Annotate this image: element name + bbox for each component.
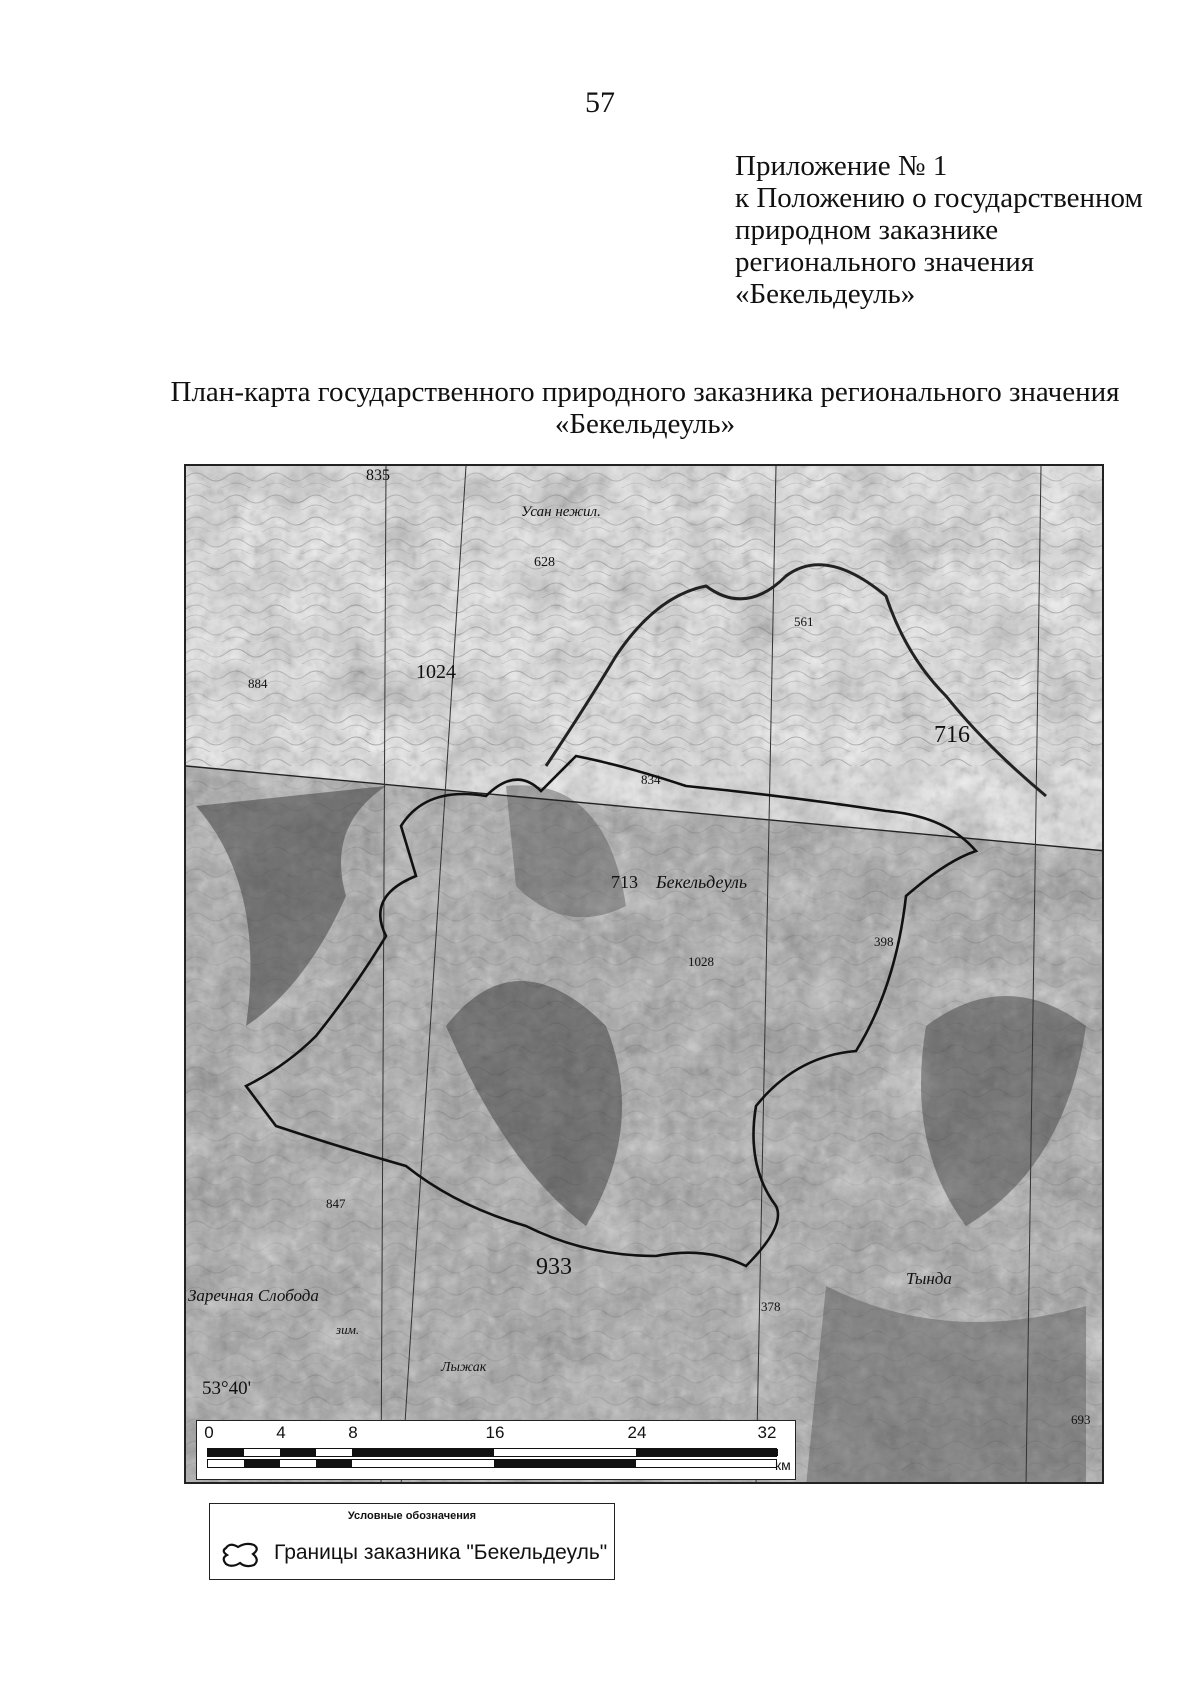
map-label: 834 (641, 772, 661, 787)
legend-boundary-label: Границы заказника "Бекельдеуль" (274, 1541, 608, 1564)
annex-line: «Бекельдеуль» (735, 278, 916, 310)
annex-header (735, 150, 1143, 310)
scale-bar-top (207, 1448, 777, 1457)
scale-tick-label: 8 (348, 1423, 358, 1442)
annex-line: регионального значения (735, 246, 1035, 278)
scale-tick-label: 32 (757, 1423, 777, 1442)
page-number: 57 (585, 86, 615, 119)
legend-title: Условные обозначения (347, 1510, 477, 1522)
map-label: 884 (248, 676, 268, 691)
scale-unit: км (775, 1457, 791, 1473)
map-label: 628 (534, 555, 555, 570)
document-title (150, 376, 1140, 440)
title-line-1: План-карта государственного природного заказника регионального значения (170, 376, 1120, 408)
scale-tick-label: 16 (485, 1423, 505, 1442)
map-canvas (186, 466, 1104, 1484)
map-label: 398 (874, 934, 894, 949)
topographic-map (184, 464, 1104, 1484)
map-label: 933 (536, 1254, 572, 1280)
map-label: 693 (1071, 1412, 1091, 1427)
scale-tick-label: 0 (204, 1423, 214, 1442)
map-label: 713 (611, 872, 638, 892)
scale-bar-bottom (207, 1459, 777, 1468)
map-label: 561 (794, 614, 814, 629)
scale-tick-label: 4 (276, 1423, 286, 1442)
map-label: Тында (906, 1269, 952, 1288)
map-legend (209, 1503, 615, 1580)
map-label: 847 (326, 1196, 346, 1211)
annex-line: природном заказнике (735, 214, 999, 246)
map-label: 716 (934, 722, 970, 748)
scale-bar (196, 1420, 796, 1480)
map-label: 835 (366, 467, 390, 484)
boundary-outline-icon (220, 1540, 262, 1570)
map-label: Заречная Слобода (188, 1286, 319, 1305)
map-label: Усан нежил. (521, 504, 601, 520)
map-label: зим. (336, 1322, 360, 1337)
map-label: 1024 (416, 661, 456, 683)
map-label: Лыжак (441, 1360, 487, 1375)
scale-tick-label: 24 (627, 1423, 647, 1442)
map-label: 1028 (688, 954, 714, 969)
annex-line: Приложение № 1 (735, 150, 948, 182)
map-label: 53°40' (202, 1378, 252, 1399)
title-line-2: «Бекельдеуль» (554, 408, 736, 440)
map-label: Бекельдеуль (656, 872, 748, 892)
annex-line: к Положению о государственном (735, 182, 1143, 214)
map-label: 378 (761, 1299, 781, 1314)
